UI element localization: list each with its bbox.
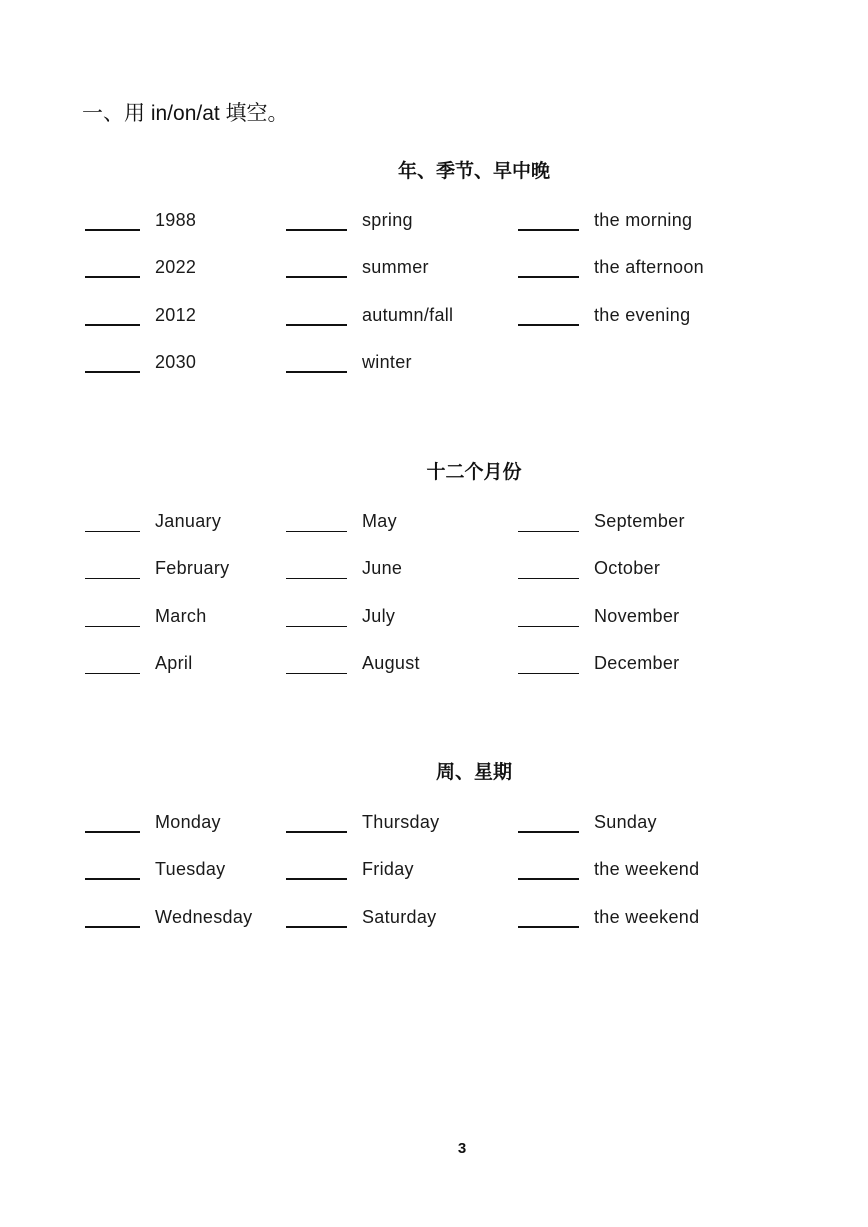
answer-blank[interactable] xyxy=(286,831,347,833)
prompt-word: Sunday xyxy=(594,812,657,832)
answer-blank[interactable] xyxy=(286,626,347,627)
answer-blank[interactable] xyxy=(286,578,347,579)
prompt-word: Wednesday xyxy=(155,907,253,927)
prompt-word: May xyxy=(362,511,397,531)
prompt-word: the weekend xyxy=(594,859,700,879)
answer-blank[interactable] xyxy=(85,626,140,627)
prompt-word: December xyxy=(594,653,680,673)
exercise-row xyxy=(0,557,868,587)
prompt-word: February xyxy=(155,558,230,578)
prompt-word: Monday xyxy=(155,812,221,832)
answer-blank[interactable] xyxy=(85,926,140,928)
answer-blank[interactable] xyxy=(518,626,579,627)
answer-blank[interactable] xyxy=(518,673,579,674)
prompt-word: 1988 xyxy=(155,210,197,230)
prompt-word: October xyxy=(594,558,661,578)
prompt-word: July xyxy=(362,606,396,626)
prompt-word: Tuesday xyxy=(155,859,226,879)
answer-blank[interactable] xyxy=(286,878,347,880)
prompt-word: the evening xyxy=(594,305,691,325)
answer-blank[interactable] xyxy=(286,324,347,326)
exercise-row xyxy=(0,652,868,682)
prompt-word: March xyxy=(155,606,207,626)
answer-blank[interactable] xyxy=(286,276,347,278)
answer-blank[interactable] xyxy=(286,229,347,231)
prompt-word: 2030 xyxy=(155,352,197,372)
prompt-word: April xyxy=(155,653,193,673)
answer-blank[interactable] xyxy=(85,229,140,231)
answer-blank[interactable] xyxy=(518,229,579,231)
exercise-row xyxy=(0,209,868,239)
prompt-word: autumn/fall xyxy=(362,305,454,325)
prompt-word: the weekend xyxy=(594,907,700,927)
answer-blank[interactable] xyxy=(85,531,140,532)
section-heading-weekdays: 周、星期 xyxy=(435,762,512,783)
answer-blank[interactable] xyxy=(518,831,579,833)
prompt-word: winter xyxy=(362,352,412,372)
answer-blank[interactable] xyxy=(85,324,140,326)
section-heading-months: 十二个月份 xyxy=(426,462,522,483)
exercise-row xyxy=(0,906,868,936)
prompt-word: August xyxy=(362,653,420,673)
answer-blank[interactable] xyxy=(286,531,347,532)
prompt-word: June xyxy=(362,558,403,578)
prompt-word: summer xyxy=(362,257,429,277)
exercise-row xyxy=(0,304,868,334)
answer-blank[interactable] xyxy=(286,673,347,674)
prompt-word: 2012 xyxy=(155,305,197,325)
prompt-word: Thursday xyxy=(362,812,440,832)
prompt-word: 2022 xyxy=(155,257,197,277)
prompt-word: Saturday xyxy=(362,907,437,927)
section-heading-years-seasons: 年、季节、早中晚 xyxy=(397,161,550,182)
answer-blank[interactable] xyxy=(518,578,579,579)
prompt-word: September xyxy=(594,511,685,531)
prompt-word: Friday xyxy=(362,859,414,879)
page-number: 3 xyxy=(457,1140,467,1157)
exercise-title: 一、用 in/on/at 填空。 xyxy=(82,102,289,125)
exercise-row xyxy=(0,811,868,841)
prompt-word: November xyxy=(594,606,680,626)
exercise-row xyxy=(0,510,868,540)
exercise-row xyxy=(0,858,868,888)
prompt-word: spring xyxy=(362,210,413,230)
prompt-word: the afternoon xyxy=(594,257,704,277)
answer-blank[interactable] xyxy=(518,878,579,880)
answer-blank[interactable] xyxy=(85,276,140,278)
exercise-row xyxy=(0,605,868,635)
answer-blank[interactable] xyxy=(518,324,579,326)
answer-blank[interactable] xyxy=(85,578,140,579)
answer-blank[interactable] xyxy=(286,926,347,928)
exercise-row xyxy=(0,256,868,286)
answer-blank[interactable] xyxy=(286,371,347,373)
answer-blank[interactable] xyxy=(85,878,140,880)
answer-blank[interactable] xyxy=(85,673,140,674)
answer-blank[interactable] xyxy=(518,926,579,928)
answer-blank[interactable] xyxy=(85,371,140,373)
answer-blank[interactable] xyxy=(518,531,579,532)
prompt-word: the morning xyxy=(594,210,693,230)
answer-blank[interactable] xyxy=(85,831,140,833)
prompt-word: January xyxy=(155,511,222,531)
answer-blank[interactable] xyxy=(518,276,579,278)
exercise-row xyxy=(0,351,868,381)
